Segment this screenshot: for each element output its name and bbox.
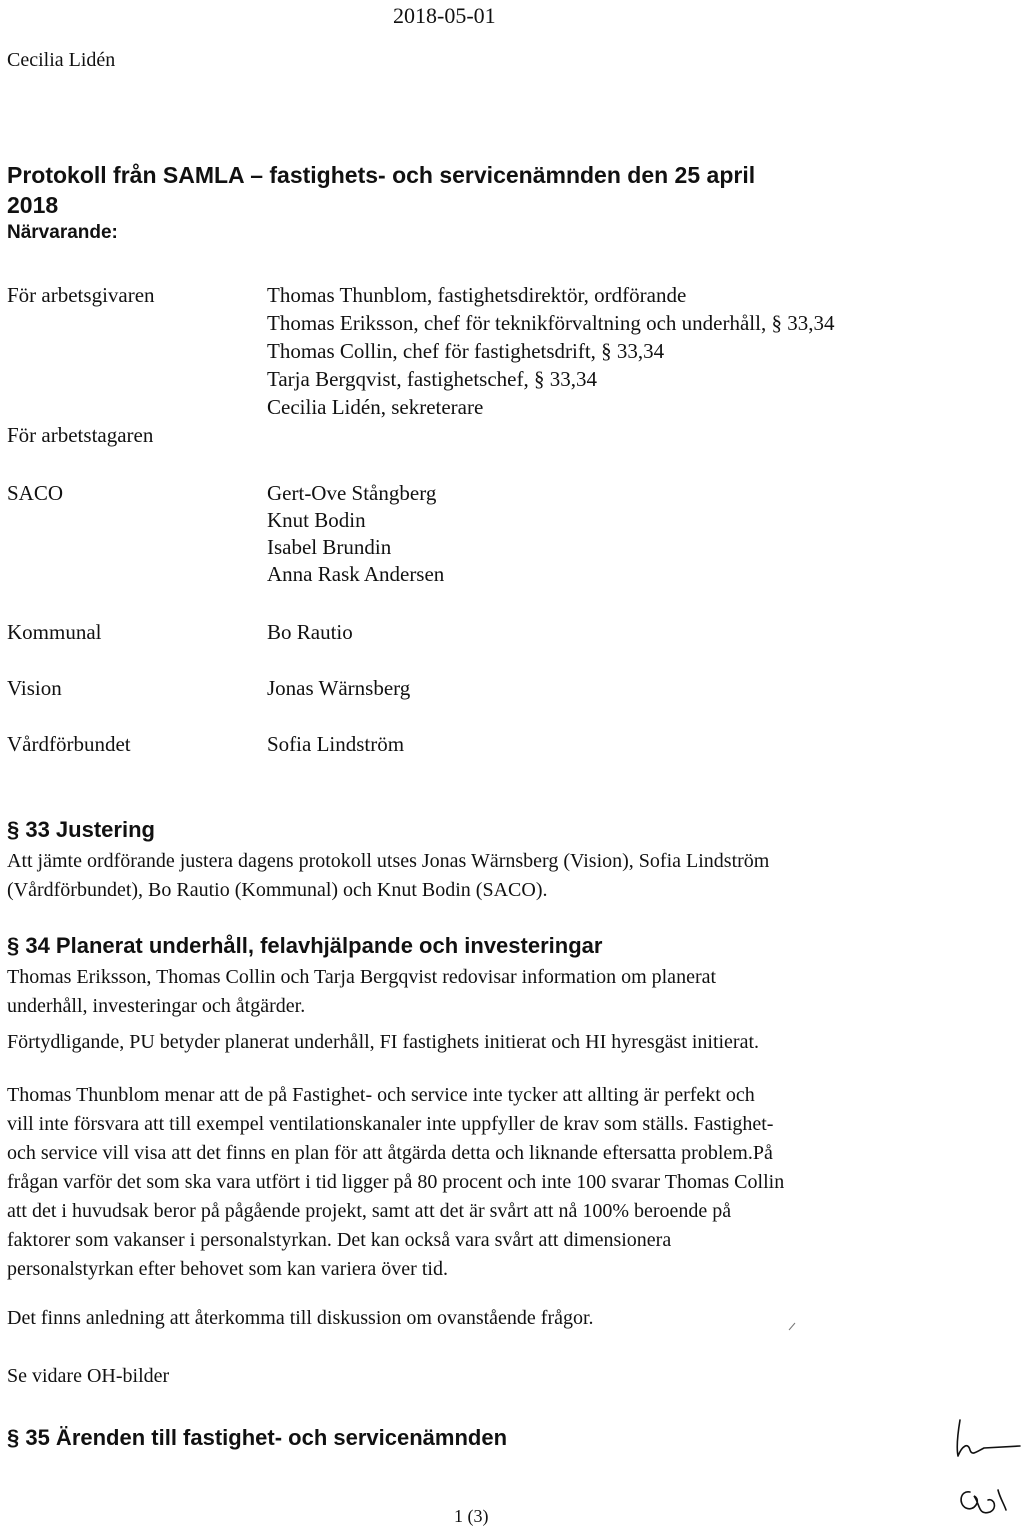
text-line: Se vidare OH-bilder — [7, 1365, 170, 1387]
document-author: Cecilia Lidén — [7, 49, 116, 71]
employer-member: Tarja Bergqvist, fastighetschef, § 33,34 — [267, 367, 597, 391]
section-34-paragraph-1 — [7, 963, 967, 1021]
text-line: faktorer som vakanser i personalstyrkan. Det kan också vara svårt att dimensionera — [7, 1229, 672, 1251]
text-line: att det i huvudsak beror på pågående projekt, samt att det är svårt att nå 100% beroende på — [7, 1200, 732, 1222]
text-line: Förtydligande, PU betyder planerat underhåll, FI fastighets initierat och HI hyresgäst initierat. — [7, 1031, 760, 1053]
text-line: frågan varför det som ska vara utfört i tid ligger på 80 procent och inte 100 svarar Thomas Collin — [7, 1171, 785, 1193]
union-member: Sofia Lindström — [267, 732, 405, 756]
employer-member: Cecilia Lidén, sekreterare — [267, 395, 484, 419]
document-title: Protokoll från SAMLA – fastighets- och servicenämnden den 25 april — [7, 162, 756, 188]
handwritten-initials-signature — [950, 1412, 1024, 1530]
union-name: SACO — [7, 481, 64, 505]
text-line: (Vårdförbundet), Bo Rautio (Kommunal) och Knut Bodin (SACO). — [7, 879, 548, 901]
union-name: Kommunal — [7, 620, 102, 644]
union-member: Anna Rask Andersen — [267, 562, 445, 586]
page-number: 1 (3) — [454, 1506, 489, 1526]
section-33-body — [7, 847, 967, 905]
section-34-paragraph-5 — [7, 1362, 967, 1391]
document-title-year: 2018 — [7, 192, 59, 218]
document-date: 2018-05-01 — [393, 3, 496, 28]
union-member: Isabel Brundin — [267, 535, 392, 559]
employer-member: Thomas Thunblom, fastighetsdirektör, ordförande — [267, 283, 687, 307]
text-line: personalstyrkan efter behovet som kan variera över tid. — [7, 1258, 448, 1280]
employer-member: Thomas Collin, chef för fastighetsdrift, § 33,34 — [267, 339, 665, 363]
text-line: underhåll, investeringar och åtgärder. — [7, 995, 306, 1017]
text-line: Det finns anledning att återkomma till diskussion om ovanstående frågor. — [7, 1307, 594, 1329]
union-member: Knut Bodin — [267, 508, 366, 532]
union-member: Bo Rautio — [267, 620, 353, 644]
present-label: Närvarande: — [7, 222, 118, 243]
text-line: vill inte försvara att till exempel ventilationskanaler inte uppfyller de krav som ställs. Fastighet- — [7, 1113, 774, 1135]
employee-label: För arbetstagaren — [7, 423, 154, 447]
union-name: Vårdförbundet — [7, 732, 131, 756]
section-35-heading: § 35 Ärenden till fastighet- och servicenämnden — [7, 1425, 508, 1450]
text-line: och service vill visa att det finns en plan för att åtgärda detta och liknande eftersatta problem.På — [7, 1142, 773, 1164]
section-34-heading: § 34 Planerat underhåll, felavhjälpande och investeringar — [7, 933, 603, 958]
union-member: Gert-Ove Stångberg — [267, 481, 437, 505]
section-34-paragraph-3 — [7, 1081, 967, 1284]
text-line: Att jämte ordförande justera dagens protokoll utses Jonas Wärnsberg (Vision), Sofia Lindström — [7, 850, 770, 872]
section-34-paragraph-4 — [7, 1304, 967, 1333]
section-34-paragraph-2 — [7, 1028, 967, 1057]
employer-member: Thomas Eriksson, chef för teknikförvaltning och underhåll, § 33,34 — [267, 311, 835, 335]
employer-label: För arbetsgivaren — [7, 283, 155, 307]
pen-mark — [786, 1320, 800, 1334]
text-line: Thomas Eriksson, Thomas Collin och Tarja Bergqvist redovisar information om planerat — [7, 966, 717, 988]
union-member: Jonas Wärnsberg — [267, 676, 411, 700]
union-name: Vision — [7, 676, 62, 700]
text-line: Thomas Thunblom menar att de på Fastighet- och service inte tycker att allting är perfekt och — [7, 1084, 755, 1106]
section-33-heading: § 33 Justering — [7, 817, 155, 842]
